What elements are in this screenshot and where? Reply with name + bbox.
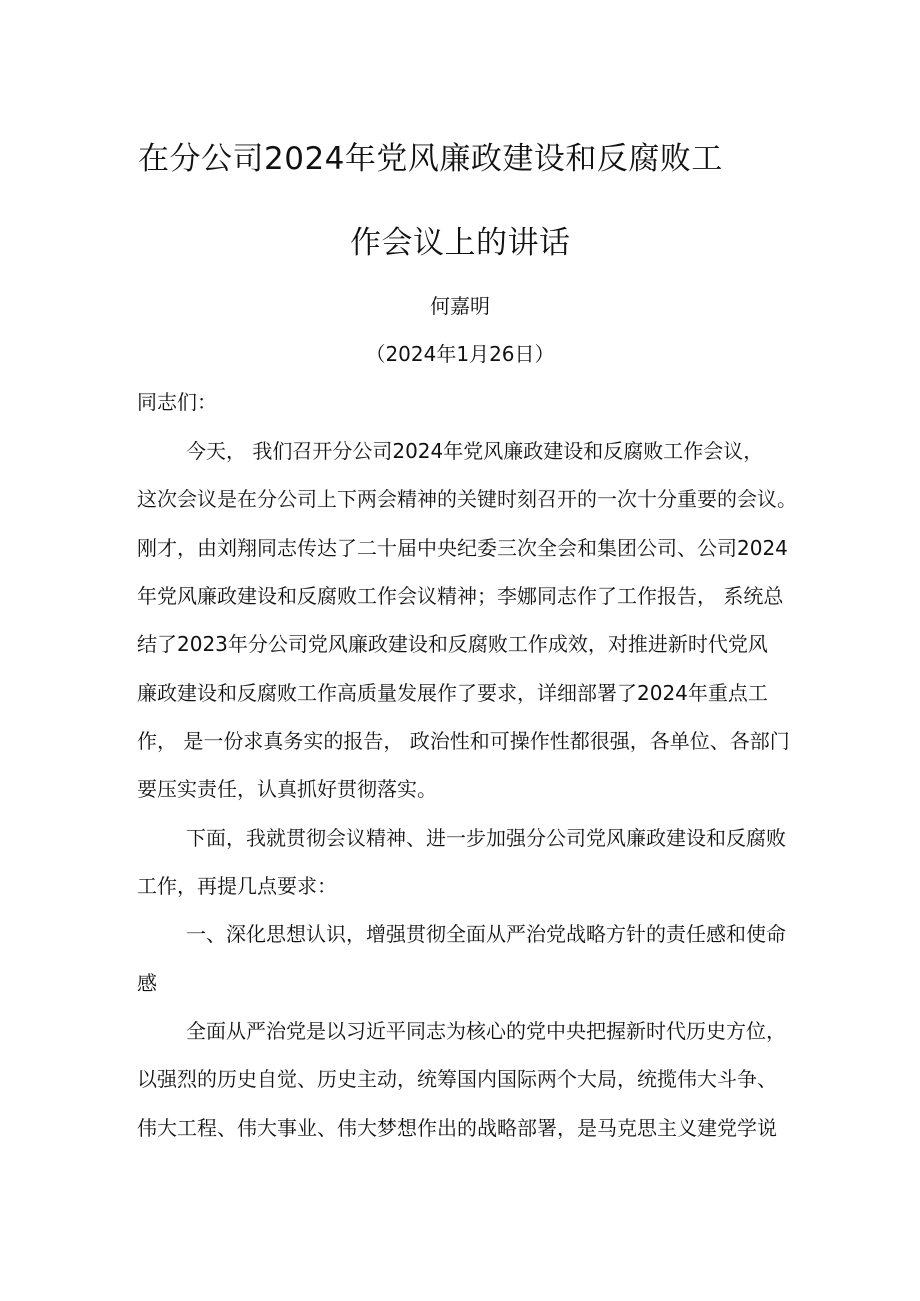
- body-line: 今天， 我们召开分公司2024年党风廉政建设和反腐败工作会议，: [186, 439, 764, 463]
- section-heading-1-cont: 感: [137, 971, 157, 995]
- body-line: 要压实责任，认真抓好贯彻落实。: [137, 777, 437, 801]
- body-line: 刚才，由刘翔同志传达了二十届中央纪委三次全会和集团公司、公司2024: [137, 536, 788, 560]
- section-heading-1: 一、深化思想认识，增强贯彻全面从严治党战略方针的责任感和使命: [186, 922, 786, 946]
- body-line: 工作，再提几点要求：: [137, 874, 337, 898]
- author: 何嘉明: [430, 294, 490, 318]
- body-line: 全面从严治党是以习近平同志为核心的党中央把握新时代历史方位，: [186, 1019, 786, 1043]
- title-line-2: 作会议上的讲话: [350, 225, 571, 261]
- body-line: 这次会议是在分公司上下两会精神的关键时刻召开的一次十分重要的会议。: [137, 487, 797, 511]
- body-line: 廉政建设和反腐败工作高质量发展作了要求，详细部署了2024年重点工: [137, 681, 768, 705]
- salutation: 同志们：: [137, 390, 217, 414]
- body-line: 年党风廉政建设和反腐败工作会议精神；李娜同志作了工作报告， 系统总: [137, 584, 784, 608]
- title-line-1: 在分公司2024年党风廉政建设和反腐败工: [138, 141, 723, 177]
- body-line: 作， 是一份求真务实的报告， 政治性和可操作性都很强，各单位、各部门: [137, 729, 790, 753]
- body-line: 下面，我就贯彻会议精神、进一步加强分公司党风廉政建设和反腐败: [186, 826, 786, 850]
- body-line: 伟大工程、伟大事业、伟大梦想作出的战略部署，是马克思主义建党学说: [137, 1116, 777, 1140]
- body-line: 结了2023年分公司党风廉政建设和反腐败工作成效，对推进新时代党风: [137, 632, 768, 656]
- speech-date: （2024年1月26日）: [365, 342, 555, 366]
- body-line: 以强烈的历史自觉、历史主动，统筹国内国际两个大局，统揽伟大斗争、: [137, 1067, 777, 1091]
